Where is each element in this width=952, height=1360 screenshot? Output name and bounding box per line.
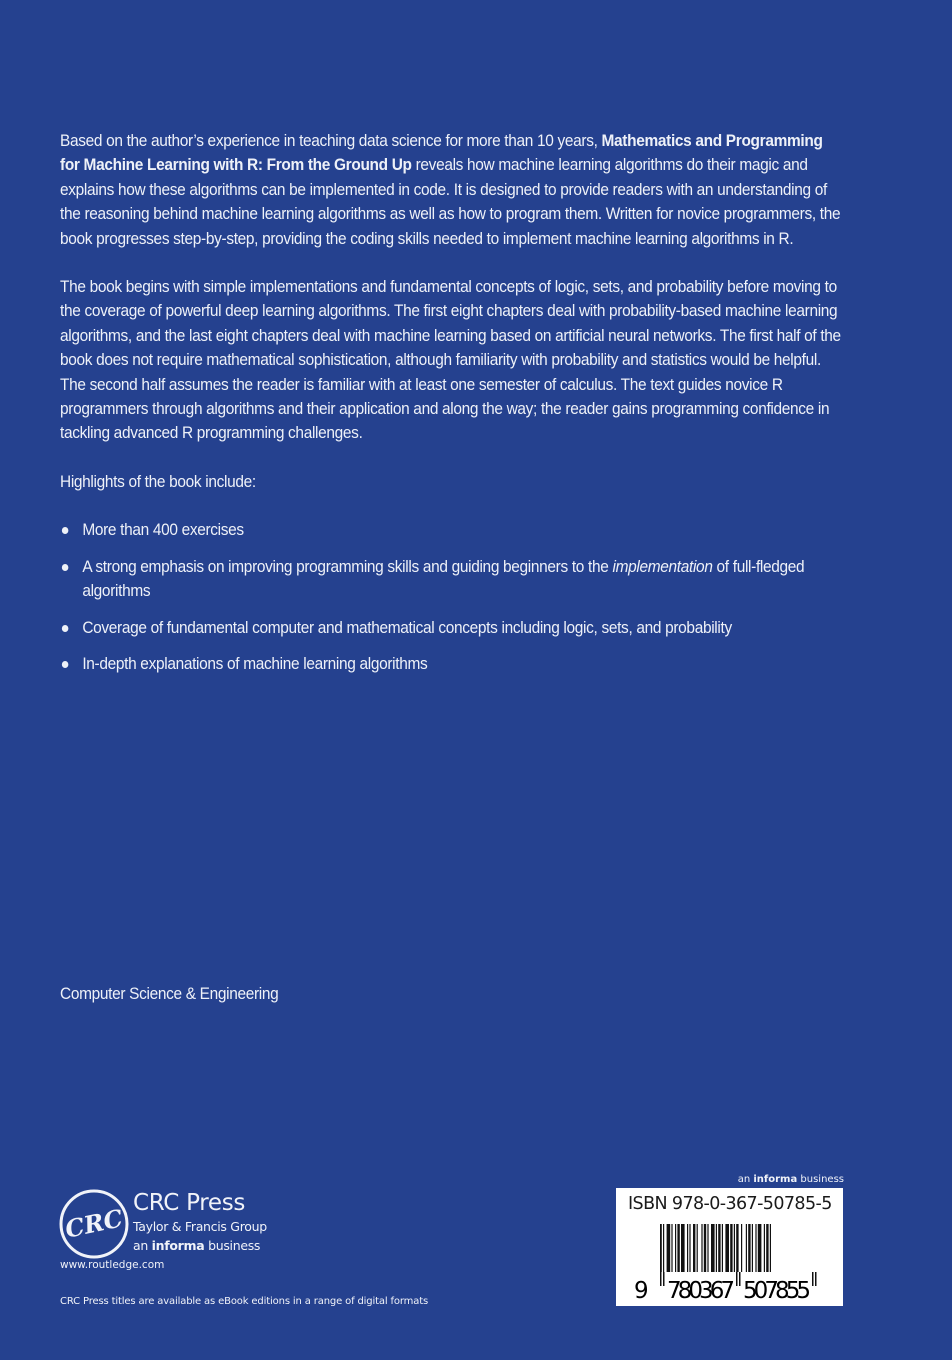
highlight-item [60,518,842,542]
isbn-informa [738,1174,844,1185]
barcode-bar [704,1224,706,1274]
highlight-item [60,652,842,676]
highlights-list [60,518,842,676]
barcode-bar [770,1224,771,1274]
barcode-bar [718,1224,720,1274]
highlight-item [60,555,842,604]
barcode-bar [707,1224,708,1274]
informa-bold: informa [151,1238,205,1253]
barcode-bar [660,1224,662,1274]
barcode-bar [675,1224,676,1274]
barcode-bar [746,1224,747,1274]
publisher-name: CRC Press [133,1190,246,1216]
highlight-text-rest: of full-fledged algorithms [82,556,805,601]
barcode-bar [667,1224,671,1274]
crc-logo-text: CRC [62,1203,126,1244]
barcode-bar [671,1224,672,1274]
publisher-informa [133,1238,260,1253]
informa-bold: informa [753,1174,798,1185]
barcode-bar [741,1224,742,1274]
barcode-bar [764,1224,765,1274]
highlight-text: More than 400 exercises [82,520,244,540]
barcode-bar [734,1224,735,1274]
barcode-bar [758,1224,762,1274]
barcode-bar [693,1224,695,1274]
highlight-text: Coverage of fundamental computer and mathematical concepts including logic, sets, and probability [82,617,732,637]
barcode-bar [697,1224,698,1274]
highlights-intro: Highlights of the book include: [60,471,256,491]
barcode-bar [755,1224,756,1274]
barcode-bar [711,1224,715,1274]
informa-an: an [133,1238,152,1253]
highlight-text: In-depth explanations of machine learning algorithms [82,653,428,673]
blurb-paragraph-1 [60,129,842,251]
barcode-bar [663,1224,664,1274]
barcode-bar [716,1224,717,1274]
barcode-bar [730,1224,732,1274]
ebook-note: CRC Press titles are available as eBook editions in a range of digital formats [60,1296,429,1307]
bullet-icon [62,661,69,668]
informa-business: business [797,1174,844,1185]
barcode-bar [689,1224,690,1274]
blurb-p1-intro: Based on the author’s experience in teaching data science for more than 10 years, [60,131,602,150]
barcode-group-2: 507855 [743,1278,811,1304]
barcode-bars [660,1224,771,1274]
publisher-url[interactable]: www.routledge.com [60,1259,165,1271]
barcode-bar [766,1224,768,1274]
barcode-bar [736,1224,738,1274]
highlight-emphasis: implementation [612,556,713,576]
subject-category: Computer Science & Engineering [60,984,279,1003]
barcode-bar [725,1224,729,1274]
barcode-bar [722,1224,723,1274]
blurb-paragraph-2: The book begins with simple implementations and fundamental concepts of logic, sets, and probability before moving to the coverage of powerful deep learning algorithms. The first eight chapters deal with probability-based machine learning algorithms, and the last eight chapters deal with machine learning based on artificial neural networks. The first half of the book does not require mathematical sophistication, although familiarity with probability and statistics would be helpful. The second half assumes the reader is familiar with at least one semester of calculus. The text guides novice R programmers through algorithms and their application and along the way; the reader gains programming confidence in tackling advanced R programming challenges. [60,277,841,443]
barcode-lead-digit: 9 [634,1278,649,1304]
isbn-label: ISBN 978-0-367-50785-5 [628,1194,832,1214]
bullet-icon [62,564,69,571]
blurb [60,129,842,688]
barcode-bar [677,1224,679,1274]
bullet-icon [62,625,69,632]
book-title: Mathematics and Programming for Machine Learning with R: From the Ground Up [60,131,823,175]
barcode-bar [748,1224,750,1274]
crc-logo [58,1188,130,1260]
highlight-item [60,616,842,640]
barcode-bar [681,1224,685,1274]
barcode [616,1188,843,1306]
barcode-bar [752,1224,753,1274]
bullet-icon [62,527,69,534]
barcode-group-1: 780367 [667,1278,735,1304]
informa-an: an [737,1174,754,1185]
blurb-p1-rest: reveals how machine learning algorithms do their magic and explains how these algorithms can be implemented in code. It is designed to provide readers with an understanding of the reasoning behind machine learning algorithms as well as how to program them. Written for novice programmers, the book progresses step-by-step, providing the coding skills needed to implement machine learning algorithms in R. [60,155,841,248]
isbn-barcode-box [616,1188,843,1306]
publisher-group: Taylor & Francis Group [133,1219,267,1234]
barcode-bar [701,1224,702,1274]
informa-business: business [204,1238,261,1253]
highlight-text: A strong emphasis on improving programming skills and guiding beginners to the [82,556,613,576]
barcode-bar [687,1224,688,1274]
